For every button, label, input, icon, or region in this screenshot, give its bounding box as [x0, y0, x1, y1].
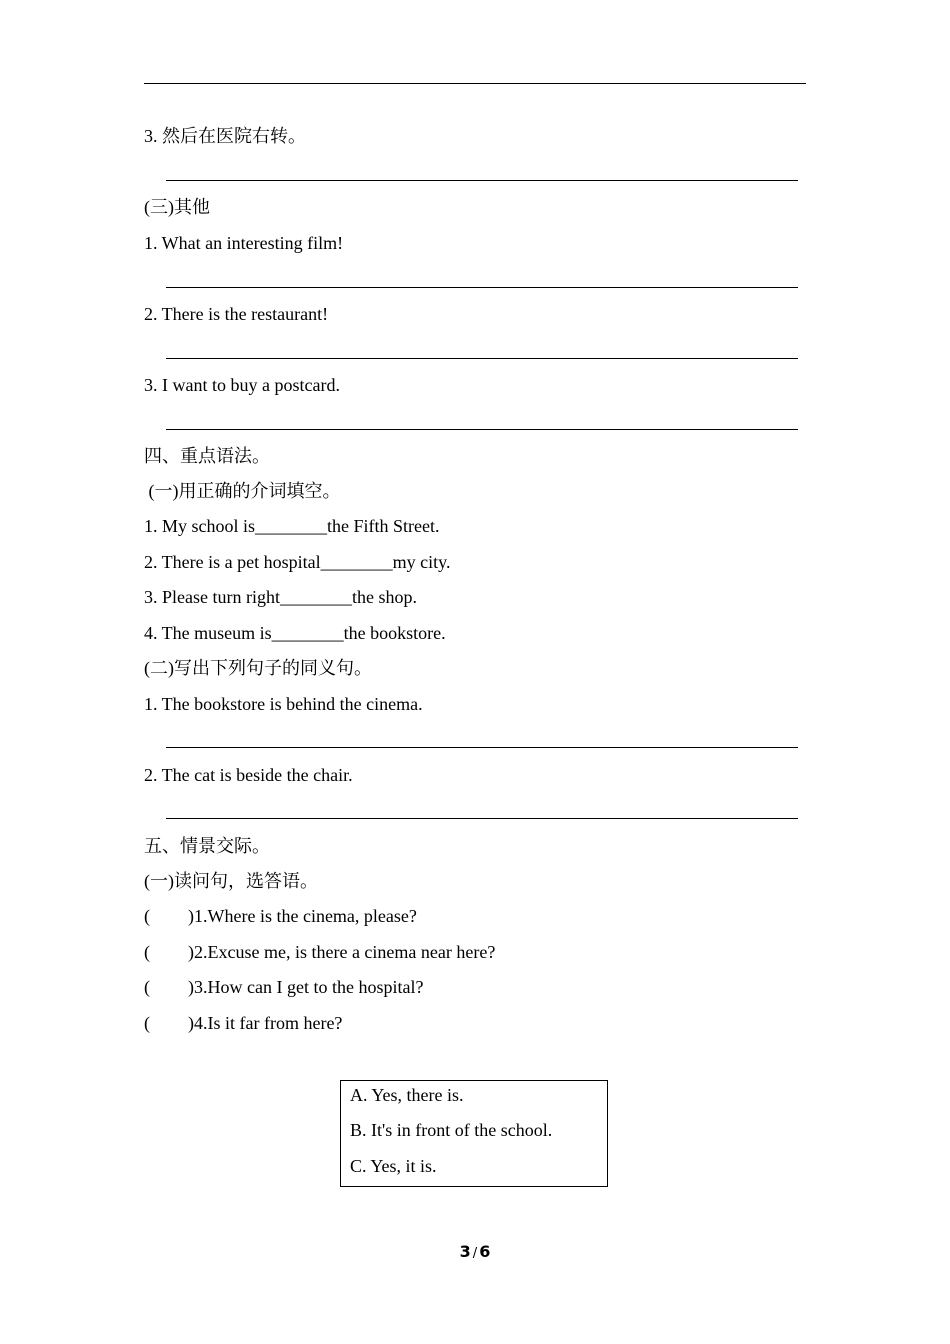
fill-blank-before: 3. Please turn right	[144, 587, 280, 607]
fill-blank-after: the shop.	[351, 587, 417, 607]
subsection-heading-match: (一)读问句，选答语。	[144, 871, 318, 891]
match-question	[144, 940, 495, 964]
fill-blank-after: my city.	[392, 552, 451, 572]
fill-blank-before: 1. My school is	[144, 516, 256, 536]
fill-blank-item	[144, 550, 450, 574]
answer-line	[166, 180, 798, 181]
match-question-text: )3.How can I get to the hospital?	[188, 977, 424, 997]
fill-blank-item	[144, 621, 446, 645]
subsection-heading-synonyms: (二)写出下列句子的同义句。	[144, 658, 372, 678]
fill-blank-after: the bookstore.	[343, 623, 446, 643]
fill-blank-slot[interactable]: ________	[279, 587, 352, 607]
total-pages: 6	[479, 1242, 491, 1261]
question-line: 2. There is the restaurant!	[144, 304, 329, 324]
question-line: 1. The bookstore is behind the cinema.	[144, 694, 423, 714]
fill-blank-item	[144, 585, 417, 609]
answer-option: C. Yes, it is.	[350, 1156, 437, 1176]
page-separator: /	[472, 1246, 478, 1261]
match-question	[144, 1011, 342, 1035]
match-question-text: )2.Excuse me, is there a cinema near here?	[188, 942, 496, 962]
answer-line	[166, 818, 798, 819]
question-line: 3. I want to buy a postcard.	[144, 375, 340, 395]
answer-options-box	[340, 1080, 608, 1187]
answer-option: A. Yes, there is.	[350, 1085, 464, 1105]
fill-blank-before: 2. There is a pet hospital	[144, 552, 321, 572]
match-question-text: )4.Is it far from here?	[188, 1013, 343, 1033]
section-heading-grammar: 四、重点语法。	[144, 446, 270, 466]
subsection-heading-prepositions: (一)用正确的介词填空。	[144, 481, 341, 501]
answer-option: B. It's in front of the school.	[350, 1120, 553, 1140]
current-page: 3	[459, 1242, 471, 1261]
answer-bracket-open[interactable]: (	[144, 942, 150, 962]
answer-line	[166, 747, 798, 748]
answer-bracket-open[interactable]: (	[144, 1013, 150, 1033]
translation-item-3: 3. 然后在医院右转。	[144, 126, 306, 146]
section-heading-dialogue: 五、情景交际。	[144, 836, 270, 856]
answer-line	[166, 358, 798, 359]
question-line: 1. What an interesting film!	[144, 233, 344, 253]
fill-blank-slot[interactable]: ________	[271, 623, 344, 643]
fill-blank-slot[interactable]: ________	[255, 516, 328, 536]
page-number	[0, 1242, 950, 1261]
answer-bracket-open[interactable]: (	[144, 906, 150, 926]
fill-blank-slot[interactable]: ________	[320, 552, 393, 572]
match-question	[144, 975, 423, 999]
section-heading-other: (三)其他	[144, 197, 210, 217]
fill-blank-item	[144, 514, 440, 538]
match-question	[144, 904, 417, 928]
answer-line	[166, 429, 798, 430]
header-rule	[144, 83, 806, 84]
question-line: 2. The cat is beside the chair.	[144, 765, 353, 785]
answer-line	[166, 287, 798, 288]
answer-bracket-open[interactable]: (	[144, 977, 150, 997]
fill-blank-before: 4. The museum is	[144, 623, 272, 643]
fill-blank-after: the Fifth Street.	[327, 516, 440, 536]
match-question-text: )1.Where is the cinema, please?	[188, 906, 417, 926]
